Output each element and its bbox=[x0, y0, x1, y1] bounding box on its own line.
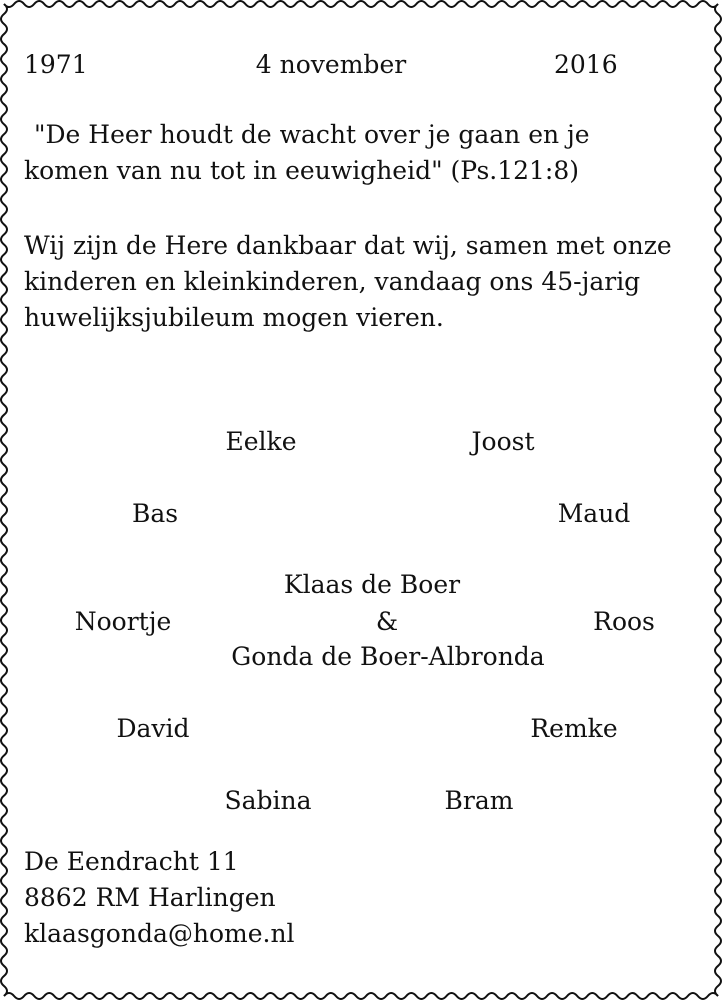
year-start: 1971 bbox=[24, 50, 88, 79]
name-david: David bbox=[116, 714, 190, 743]
address-block bbox=[24, 844, 704, 952]
year-end: 2016 bbox=[554, 50, 618, 79]
name-eelke: Eelke bbox=[225, 427, 297, 456]
anniversary-date: 4 november bbox=[255, 50, 407, 79]
couple-ampersand: & bbox=[375, 607, 399, 636]
jubilee-message bbox=[24, 228, 704, 336]
bible-quote bbox=[24, 117, 704, 189]
quote-line-1: "De Heer houdt de wacht over je gaan en je bbox=[34, 120, 590, 149]
message-line-1: Wij zijn de Here dankbaar dat wij, samen met onze bbox=[24, 231, 672, 260]
name-roos: Roos bbox=[593, 607, 655, 636]
message-line-2: kinderen en kleinkinderen, vandaag ons 45-jarig bbox=[24, 267, 641, 296]
couple-wife: Gonda de Boer-Albronda bbox=[231, 642, 545, 671]
name-sabina: Sabina bbox=[224, 786, 312, 815]
address-city: 8862 RM Harlingen bbox=[24, 883, 276, 912]
message-line-3: huwelijksjubileum mogen vieren. bbox=[24, 303, 444, 332]
name-remke: Remke bbox=[530, 714, 618, 743]
name-bram: Bram bbox=[444, 786, 514, 815]
address-email[interactable]: klaasgonda@home.nl bbox=[24, 919, 295, 948]
couple-husband: Klaas de Boer bbox=[283, 570, 461, 599]
name-bas: Bas bbox=[131, 499, 179, 528]
quote-line-2: komen van nu tot in eeuwigheid" (Ps.121:8) bbox=[24, 156, 580, 185]
address-street: De Eendracht 11 bbox=[24, 847, 239, 876]
name-maud: Maud bbox=[557, 499, 631, 528]
name-joost: Joost bbox=[471, 427, 535, 456]
name-noortje: Noortje bbox=[74, 607, 172, 636]
